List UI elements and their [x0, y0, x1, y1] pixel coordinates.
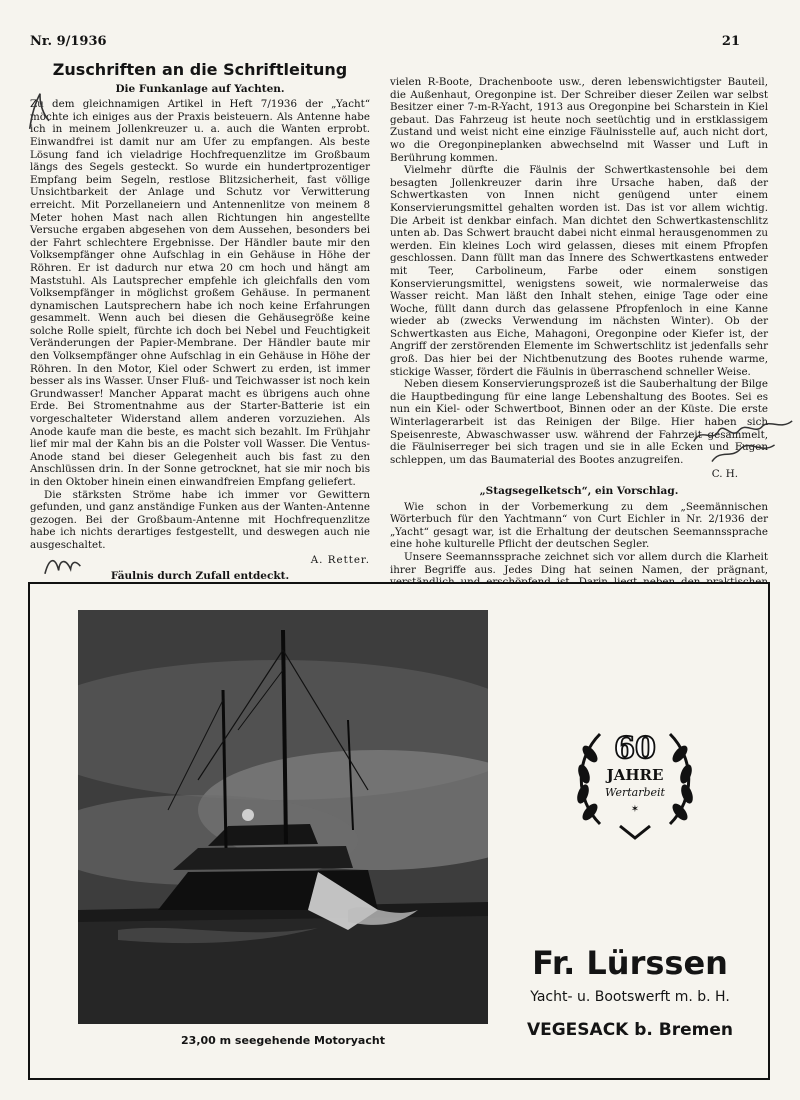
article-paragraph: Zu dem gleichnamigen Artikel in Heft 7/1936 der „Yacht“ möchte ich einiges aus der Praxis beisteuern. Als Antenne habe ich in meinem Jollenkreuzer u. a. auch die Wanten erprobt. Einwandfrei ist damit nur am Ufer zu empfangen. Als beste Lösung fand ich vieladrige Hochfrequenzlitze im Großbaum längs des Segels gesteckt. So wurde ein hundertprozentiger Empfang beim Segeln, restlose Blitzsicherheit, fast völlige Unsichtbarkeit der Anlage und Schutz vor Verwitterung erreicht. Mit Porzellaneiern und Antennenlitze von meinem 8 Meter hohen Mast nach allen Richtungen hin angestellte Versuche ergaben abgesehen von dem Aussehen, besonders bei der Fahrt schlechtere Ergebnisse. Der Händler baute mir den Volksempfänger ohne Aufschlag in ein Gehäuse in Höhe der Röhren. Er ist dadurch nur etwa 20 cm hoch und hängt am Maststuhl. Als Lautsprecher empfehle ich gleichfalls den vom Volksempfänger in möglichst großem Gehäuse. In permanent dynamischen Lautsprechern habe ich noch keine Erfahrungen gesammelt. Wenn auch bei diesen die Gehäusegröße keine solche Rolle spielt, fürchte ich doch bei Nebel und Feuchtigkeit Veränderungen der Papier-Membrane. Der Händler baute mir den Volksempfänger ohne Aufschlag in ein Gehäuse in Höhe der Röhren. In den Motor, Kiel oder Schwert zu erden, ist immer besser als ins Wasser. Unser Fluß- und Teichwasser ist noch kein Grundwasser! Mancher Apparat macht es übrigens auch ohne Erde. Bei Stromentnahme aus der Starter-Batterie ist ein vorgeschalteter Widerstand allem anderen vorzuziehen. Als Anode kaufe man die beste, es macht sich bezahlt. Im Frühjahr lief mir mal der Kahn bis an die Polster voll Wasser. Die Ventus-Anode stand bei dieser Gelegenheit auch bis fast zu den Anschlüssen drin. In der Sonne getrocknet, hat sie mir noch bis in den Oktober hinein einen einwandfreien Empfang geliefert.	[30, 98, 370, 488]
article-heading-stagsegelketsch: „Stagsegelketsch“, ein Vorschlag.	[479, 485, 679, 497]
firm-subtitle: Yacht- u. Bootswerft m. b. H.	[530, 989, 730, 1005]
anniversary-badge	[570, 714, 700, 844]
article-heading-faeulnis: Fäulnis durch Zufall entdeckt.	[110, 570, 290, 583]
photo-caption: 23,00 m seegehende Motoryacht	[181, 1034, 385, 1047]
page-number: 21	[721, 34, 740, 49]
badge-number: 60	[614, 731, 656, 766]
advertisement	[28, 582, 770, 1080]
article-signature: C. H.	[711, 468, 738, 481]
article-paragraph: Neben diesem Konservierungsprozeß ist die Sauberhaltung der Bilge die Hauptbedingung für eine lange Lebenshaltung des Bootes. Sei es nun ein Kiel- oder Schwertboot, Binnen oder an der Küste. Die erste Winterlagerarbeit ist das Reinigen der Bilge. Hier haben sich Speisenreste, Abwaschwasser usw. während der Fahrzeit gesammelt, die Fäulniserreger bei sich tragen und sie in alle Ecken und Fugen schleppen, um das Baumaterial des Bootes anzugreifen.	[390, 378, 768, 466]
badge-word: JAHRE	[606, 766, 664, 784]
right-column	[390, 76, 768, 614]
article-paragraph: Wie schon in der Vorbemerkung zu dem „Seemännischen Wörterbuch für den Yachtmann“ von Curt Eichler in Nr. 2/1936 der „Yacht“ gesagt war, ist die Erhaltung der deutschen Seemannssprache eine hohe kulturelle Pflicht der deutschen Segler.	[390, 500, 768, 551]
article-paragraph: Die stärksten Ströme habe ich immer vor Gewittern gefunden, und ganz anständige Funken aus der Wanten-Antenne gezogen. Bei der Großbaum-Antenne mit Hochfrequenzlitze habe ich nichts derartiges festgestellt, und deswegen auch nie ausgeschaltet.	[30, 488, 370, 551]
handwritten-mark	[20, 91, 54, 134]
handwritten-mark	[41, 550, 83, 578]
badge-sub: Wertarbeit	[605, 786, 665, 799]
section-title: Zuschriften an die Schriftleitung	[52, 60, 348, 79]
article-heading-funkanlage: Die Funkanlage auf Yachten.	[115, 82, 285, 95]
article-signature: A. Retter.	[310, 553, 370, 566]
firm-location: VEGESACK b. Bremen	[526, 1020, 734, 1040]
article-paragraph: vielen R-Boote, Drachenboote usw., deren lebenswichtigster Bauteil, die Außenhaut, Oregonpine ist. Der Schreiber dieser Zeilen war selbst Besitzer einer 7-m-R-Yacht, 1913 aus Oregonpine bei Scharstein in Kiel gebaut. Das Fahrzeug ist heute noch seetüchtig und in erstklassigem Zustand und weist nicht eine einzige Fäulnisstelle auf, auch nicht dort, wo die Oregonpineplanken abwechselnd mit Wasser und Luft in Berührung kommen.	[390, 76, 768, 164]
motor-yacht-photo	[78, 610, 488, 1024]
article-paragraph: Vielmehr dürfte die Fäulnis der Schwertkastensohle bei dem besagten Jollenkreuzer darin ihre Ursache haben, daß der Schwertkasten von Innen nicht genügend unter einem Konservierungsmittel gehalten worden ist. Das ist vor allem wichtig. Die Arbeit ist denkbar einfach. Man dichtet den Schwertkastenschlitz unten ab. Das Schwert braucht dabei nicht einmal herausgenommen zu werden. Ein kleines Loch wird gelassen, dieses mit einem Pfropfen geschlossen. Dann füllt man das Innere des Schwertkastens entweder mit Teer, Carbolineum, Farbe oder einem sonstigen Konservierungsmittel, wenigstens soweit, wie normalerweise das Wasser reicht. Man läßt den Inhalt stehen, einige Tage oder eine Woche, füllt dann durch das gelassene Pfropfenloch in eine Kanne wieder ab (zwecks Verwendung im nächsten Winter). Ob der Schwertkasten aus Eiche, Mahagoni, Oregonpine oder Kiefer ist, der Angriff der zerstörenden Elemente im Schwertschlitz ist jedenfalls sehr groß. Das hier bei der Nichtbenutzung des Bootes ruhende warme, stickige Wasser, fördert die Fäulnis in überraschend schneller Weise.	[390, 164, 768, 378]
issue-number: Nr. 9/1936	[30, 34, 107, 49]
article-paragraph: Unsere Seemannssprache zeichnet sich vor allem durch die Klarheit ihrer Begriffe aus. Jedes Ding hat seinen Namen, der prägnant,	[390, 550, 768, 576]
svg-text:✶: ✶	[630, 804, 640, 815]
firm-name: Fr. Lürssen	[532, 944, 728, 982]
